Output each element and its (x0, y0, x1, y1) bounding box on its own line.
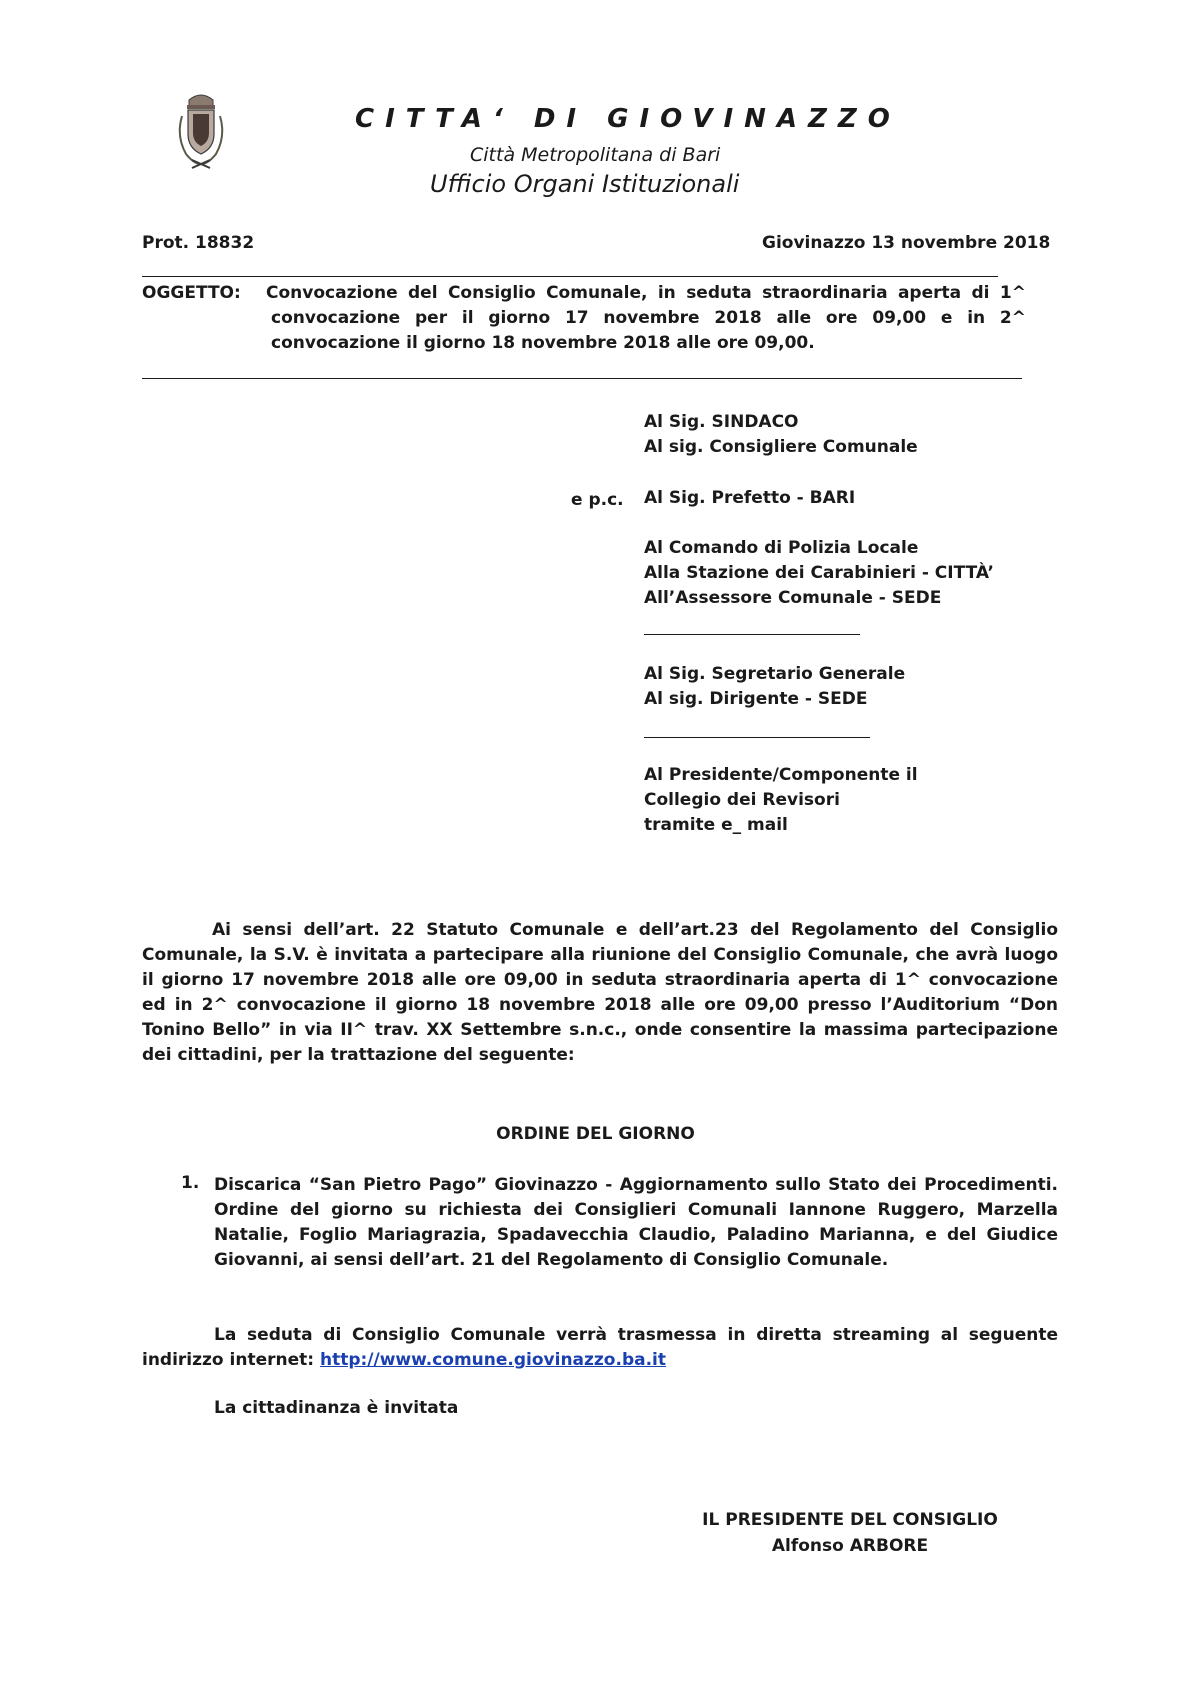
place-date: Giovinazzo 13 novembre 2018 (762, 233, 1051, 253)
recipient-line: tramite e_ mail (644, 815, 788, 835)
divider (644, 634, 860, 635)
recipient-line: Al sig. Consigliere Comunale (644, 437, 918, 457)
signature-title: IL PRESIDENTE DEL CONSIGLIO (702, 1510, 998, 1530)
recipient-group (644, 486, 855, 511)
signature-name: Alfonso ARBORE (771, 1536, 929, 1556)
protocol-number: Prot. 18832 (142, 233, 255, 253)
recipient-line: Al sig. Dirigente - SEDE (644, 689, 868, 709)
agenda-item-text: Discarica “San Pietro Pago” Giovinazzo - Aggiornamento sullo Stato dei Procedimenti. Ordine del giorno su richiesta dei Consiglieri Comunali Iannone Ruggero, Marzella Natalie, Foglio Mariagrazia, Spadavecchia Claudio, Paladino Marianna, e del Giudice Giovanni, ai sensi dell’art. 21 del Regolamento di Consiglio Comunale. (214, 1175, 1058, 1270)
city-crest-icon (172, 86, 230, 170)
recipient-line: Al Presidente/Componente il (644, 765, 918, 785)
recipient-line: Al Sig. Prefetto - BARI (644, 488, 856, 508)
city-title: CITTA‘ DI GIOVINAZZO (355, 104, 901, 134)
recipient-group (644, 662, 905, 712)
recipient-group (644, 763, 918, 838)
recipient-line: Al Sig. SINDACO (644, 412, 799, 432)
recipient-line: Collegio dei Revisori (644, 790, 840, 810)
divider (142, 276, 998, 277)
divider (142, 378, 1022, 379)
recipient-line: Al Comando di Polizia Locale (644, 538, 919, 558)
office-name: Ufficio Organi Istituzionali (430, 170, 740, 198)
epc-label: e p.c. (571, 490, 624, 510)
subject-line: Convocazione del Consiglio Comunale, in seduta straordinaria aperta di 1^ (266, 283, 1026, 303)
subject-line: convocazione per il giorno 17 novembre 2018 alle ore 09,00 e in 2^ (271, 308, 1026, 328)
agenda-item-number: 1. (181, 1173, 200, 1193)
recipient-group (644, 536, 994, 611)
subject-line: convocazione il giorno 18 novembre 2018 alle ore 09,00. (271, 333, 815, 353)
website-link[interactable]: http://www.comune.giovinazzo.ba.it (319, 1350, 666, 1370)
recipient-line: Al Sig. Segretario Generale (644, 664, 906, 684)
streaming-text: La seduta di Consiglio Comunale verrà trasmessa in diretta streaming al seguente indirizzo internet: (142, 1325, 1058, 1370)
body-paragraph: Ai sensi dell’art. 22 Statuto Comunale e dell’art.23 del Regolamento del Consiglio Comunale, la S.V. è invitata a partecipare alla riunione del Consiglio Comunale, che avrà luogo il giorno 17 novembre 2018 alle ore 09,00 in seduta straordinaria aperta di 1^ convocazione ed in 2^ convocazione il giorno 18 novembre 2018 alle ore 09,00 presso l’Auditorium “Don Tonino Bello” in via II^ trav. XX Settembre s.n.c., onde consentire la massima partecipazione dei cittadini, per la trattazione del seguente: (142, 920, 1058, 1065)
agenda-heading: ORDINE DEL GIORNO (496, 1124, 695, 1144)
metro-subtitle: Città Metropolitana di Bari (470, 144, 721, 166)
recipient-line: All’Assessore Comunale - SEDE (644, 588, 942, 608)
invite-line: La cittadinanza è invitata (214, 1398, 459, 1418)
streaming-paragraph (142, 1323, 1058, 1373)
recipient-group (644, 410, 918, 460)
subject-label: OGGETTO: (142, 283, 241, 303)
divider (644, 737, 870, 738)
recipient-line: Alla Stazione dei Carabinieri - CITTÀ’ (644, 563, 994, 583)
